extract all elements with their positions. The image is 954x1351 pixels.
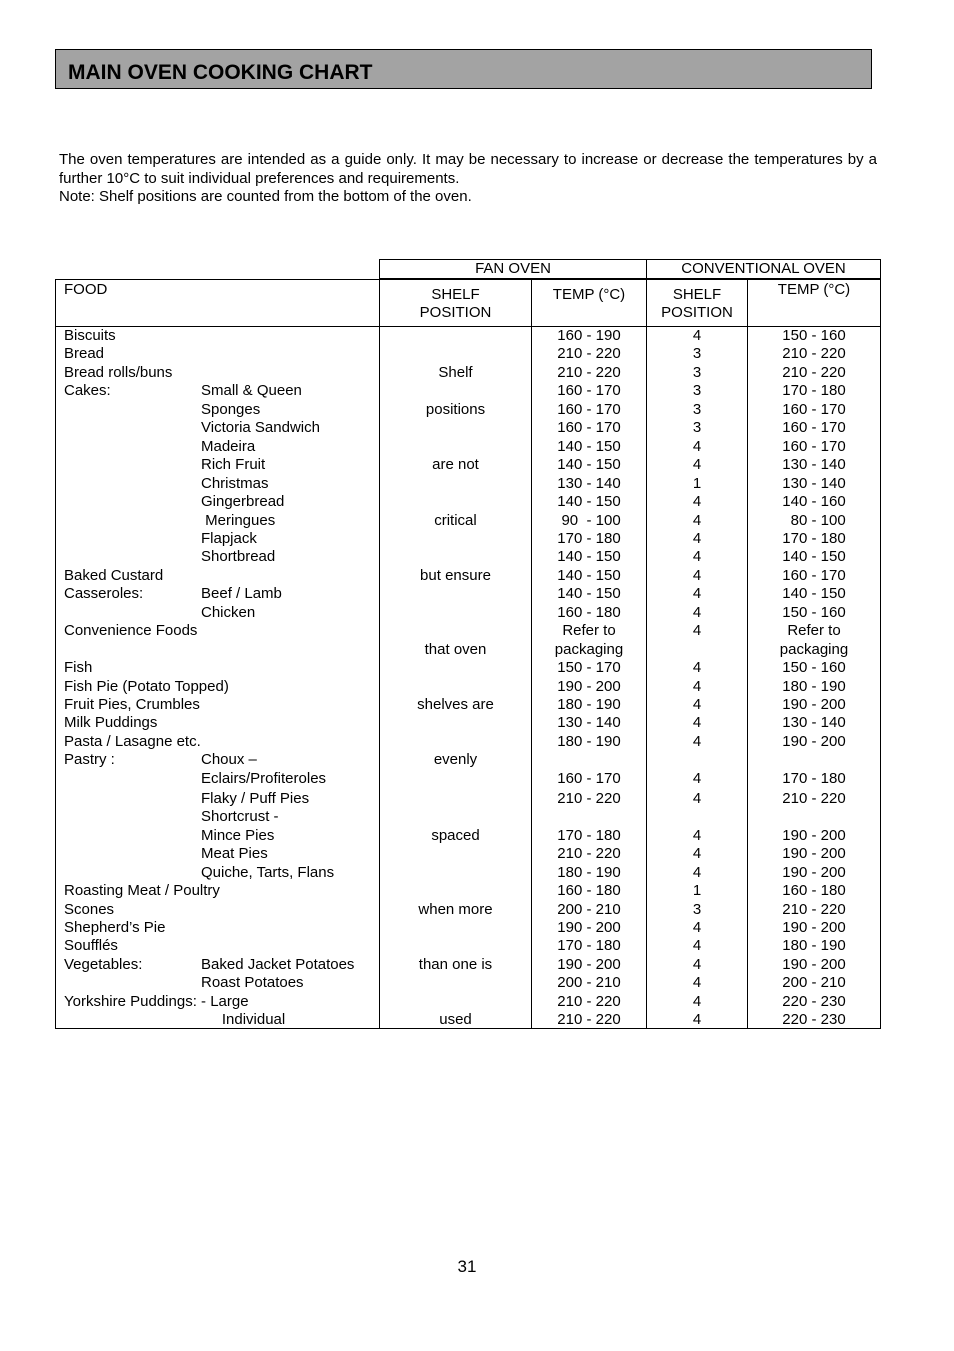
cell-ct: 190 - 200 xyxy=(782,918,846,936)
cell-food: Cakes: xyxy=(64,382,111,400)
cell-cs: 3 xyxy=(692,400,702,418)
page-title: MAIN OVEN COOKING CHART xyxy=(68,61,373,84)
cell-cs: 4 xyxy=(692,937,702,955)
cell-ct: 160 - 170 xyxy=(782,400,846,418)
cell-food: Baked Custard xyxy=(64,566,164,584)
cell-ft: Refer to xyxy=(562,622,616,640)
cell-sub: Shortbread xyxy=(201,548,276,566)
cell-cs: 3 xyxy=(692,345,702,363)
cell-cs: 3 xyxy=(692,363,702,381)
cell-ct: 140 - 150 xyxy=(782,585,846,603)
cell-ft: 160 - 170 xyxy=(557,400,621,418)
cell-ft: 170 - 180 xyxy=(557,529,621,547)
cell-ct: 150 - 160 xyxy=(782,327,846,344)
cell-ct: 190 - 200 xyxy=(782,732,846,750)
cell-ft: 160 - 190 xyxy=(557,327,621,344)
cell-sub: Mince Pies xyxy=(201,826,275,844)
cell-fs: critical xyxy=(434,511,477,529)
cell-ct: 160 - 170 xyxy=(782,437,846,455)
cell-sub: Victoria Sandwich xyxy=(201,419,320,437)
cell-cs: 4 xyxy=(692,863,702,881)
cell-cs: 4 xyxy=(692,585,702,603)
cell-sub: Madeira xyxy=(201,437,256,455)
cell-ft: packaging xyxy=(554,640,624,658)
cell-ct: 190 - 200 xyxy=(782,845,846,863)
cooking-chart-table xyxy=(55,279,881,1029)
cell-cs: 4 xyxy=(692,769,702,787)
cell-food: Shepherd’s Pie xyxy=(64,918,166,936)
cell-ft: 90 - 100 xyxy=(557,511,621,529)
cell-cs: 1 xyxy=(692,882,702,900)
cell-ct: 200 - 210 xyxy=(782,974,846,992)
cell-ct: Refer to xyxy=(787,622,841,640)
cell-ft: 140 - 150 xyxy=(557,456,621,474)
cell-ft: 160 - 170 xyxy=(557,382,621,400)
cell-ft: 210 - 220 xyxy=(557,363,621,381)
cell-ct: 210 - 220 xyxy=(782,900,846,918)
cell-ft: 140 - 150 xyxy=(557,548,621,566)
cell-sub: Sponges xyxy=(201,400,261,418)
cell-cs: 4 xyxy=(692,566,702,584)
fan-oven-group-header: FAN OVEN xyxy=(379,259,647,279)
cell-ct: 160 - 180 xyxy=(782,882,846,900)
cell-sub: Meringues xyxy=(201,511,276,529)
cell-cs: 4 xyxy=(692,696,702,713)
page-title-bar xyxy=(55,49,872,89)
cell-ct: 210 - 220 xyxy=(782,345,846,363)
cell-cs: 3 xyxy=(692,900,702,918)
cell-ft: 200 - 210 xyxy=(557,900,621,918)
cell-food: Soufflés xyxy=(64,937,118,955)
cell-cs: 4 xyxy=(692,437,702,455)
cell-food: Yorkshire Puddings: - Large xyxy=(64,992,249,1010)
cell-cs: 4 xyxy=(692,548,702,566)
cell-ct: 130 - 140 xyxy=(782,456,846,474)
cell-food: Milk Puddings xyxy=(64,714,158,732)
cell-ft: 160 - 180 xyxy=(557,882,621,900)
cell-cs: 4 xyxy=(692,992,702,1010)
cell-ct: 140 - 150 xyxy=(782,548,846,566)
cell-ft: 140 - 150 xyxy=(557,493,621,511)
cell-food: Convenience Foods xyxy=(64,622,198,640)
cell-food: Fish xyxy=(64,659,93,677)
cell-food: Pastry : xyxy=(64,751,115,769)
cell-ct: 190 - 200 xyxy=(782,863,846,881)
cell-ft: 180 - 190 xyxy=(557,696,621,713)
cell-sub: Flapjack xyxy=(201,529,257,547)
cell-ct: 190 - 200 xyxy=(782,826,846,844)
cell-cs: 4 xyxy=(692,603,702,621)
cell-ft: 170 - 180 xyxy=(557,826,621,844)
cell-ft: 210 - 220 xyxy=(557,845,621,863)
cell-food: Pasta / Lasagne etc. xyxy=(64,732,201,750)
cell-sub: Beef / Lamb xyxy=(201,585,282,603)
cell-cs: 4 xyxy=(692,1011,702,1029)
header-food: FOOD xyxy=(64,281,108,298)
cell-cs: 1 xyxy=(692,474,702,492)
cell-fs: Shelf xyxy=(438,363,473,381)
cell-ft: 160 - 170 xyxy=(557,769,621,787)
header-conventional-temp: TEMP (°C) xyxy=(777,281,851,298)
cell-food: Bread xyxy=(64,345,105,363)
conventional-oven-group-header: CONVENTIONAL OVEN xyxy=(646,259,881,279)
cell-ct: 150 - 160 xyxy=(782,659,846,677)
cell-ft: 160 - 170 xyxy=(557,419,621,437)
cell-ct: 210 - 220 xyxy=(782,363,846,381)
cell-ft: 190 - 200 xyxy=(557,918,621,936)
intro-note: Note: Shelf positions are counted from the bottom of the oven. xyxy=(59,188,472,205)
cell-fs: spaced xyxy=(431,826,480,844)
cell-cs: 4 xyxy=(692,529,702,547)
cell-ct: 220 - 230 xyxy=(782,992,846,1010)
cell-ct: 130 - 140 xyxy=(782,474,846,492)
cell-food: Roasting Meat / Poultry xyxy=(64,882,220,900)
cell-sub: Chicken xyxy=(201,603,256,621)
cell-fs: than one is xyxy=(418,955,493,973)
cell-ct: 180 - 190 xyxy=(782,677,846,695)
cell-cs: 4 xyxy=(692,826,702,844)
intro-paragraph: The oven temperatures are intended as a guide only. It may be necessary to increase or decrease the temperatures by a further 10°C to suit individual preferences and requirements. xyxy=(59,151,877,187)
cell-ft: 150 - 170 xyxy=(557,659,621,677)
cell-ct: 150 - 160 xyxy=(782,603,846,621)
cell-sub: Roast Potatoes xyxy=(201,974,304,992)
cell-ct: 160 - 170 xyxy=(782,566,846,584)
page-number: 31 xyxy=(457,1257,477,1276)
cell-ft: 210 - 220 xyxy=(557,789,621,807)
cell-cs: 4 xyxy=(692,974,702,992)
cell-ct: 170 - 180 xyxy=(782,382,846,400)
cell-sub: Shortcrust - xyxy=(201,808,279,826)
cell-cs: 4 xyxy=(692,327,702,344)
cell-sub: Small & Queen xyxy=(201,382,302,400)
cell-ft: 130 - 140 xyxy=(557,474,621,492)
cell-sub: Meat Pies xyxy=(201,845,268,863)
cell-ft: 160 - 180 xyxy=(557,603,621,621)
cell-ft: 210 - 220 xyxy=(557,992,621,1010)
cell-cs: 4 xyxy=(692,845,702,863)
cell-fs: used xyxy=(439,1011,472,1029)
cell-food: Vegetables: xyxy=(64,955,143,973)
cell-sub: Gingerbread xyxy=(201,493,285,511)
cell-ft: 170 - 180 xyxy=(557,937,621,955)
cell-ft: 190 - 200 xyxy=(557,677,621,695)
intro-text xyxy=(59,151,877,207)
cell-food: Bread rolls/buns xyxy=(64,363,173,381)
cell-cs: 4 xyxy=(692,456,702,474)
cell-ct: 140 - 160 xyxy=(782,493,846,511)
cell-ct: packaging xyxy=(779,640,849,658)
cell-cs: 4 xyxy=(692,714,702,732)
cell-sub: Individual xyxy=(201,1011,286,1029)
cell-ct: 170 - 180 xyxy=(782,529,846,547)
cell-ct: 190 - 200 xyxy=(782,955,846,973)
cell-ft: 210 - 220 xyxy=(557,1011,621,1029)
cell-ct: 210 - 220 xyxy=(782,789,846,807)
cell-cs: 4 xyxy=(692,918,702,936)
cell-sub: Rich Fruit xyxy=(201,456,266,474)
cell-cs: 4 xyxy=(692,511,702,529)
cell-food: Fruit Pies, Crumbles xyxy=(64,696,200,713)
header-fan-temp: TEMP (°C) xyxy=(552,286,626,303)
cell-cs: 4 xyxy=(692,659,702,677)
cell-cs: 4 xyxy=(692,493,702,511)
cell-food: Casseroles: xyxy=(64,585,144,603)
cell-ft: 140 - 150 xyxy=(557,566,621,584)
cell-food: Scones xyxy=(64,900,115,918)
cell-sub: Eclairs/Profiteroles xyxy=(201,769,327,787)
cell-cs: 3 xyxy=(692,419,702,437)
cell-sub: Christmas xyxy=(201,474,269,492)
cell-sub: Quiche, Tarts, Flans xyxy=(201,863,335,881)
cell-food: Biscuits xyxy=(64,327,116,344)
cell-ft: 180 - 190 xyxy=(557,732,621,750)
cell-fs: that oven xyxy=(424,640,487,658)
cell-cs: 4 xyxy=(692,732,702,750)
cell-food: Fish Pie (Potato Topped) xyxy=(64,677,229,695)
cell-fs: shelves are xyxy=(417,696,494,713)
cell-ct: 170 - 180 xyxy=(782,769,846,787)
cell-ft: 210 - 220 xyxy=(557,345,621,363)
cell-cs: 4 xyxy=(692,677,702,695)
cell-sub: Choux – xyxy=(201,751,257,769)
cell-ft: 200 - 210 xyxy=(557,974,621,992)
cell-sub: Baked Jacket Potatoes xyxy=(201,955,355,973)
cell-ft: 130 - 140 xyxy=(557,714,621,732)
cell-fs: evenly xyxy=(433,751,478,769)
cell-fs: but ensure xyxy=(420,566,491,584)
cell-ct: 190 - 200 xyxy=(782,696,846,713)
cell-cs: 4 xyxy=(692,622,702,640)
cell-fs: positions xyxy=(425,400,486,418)
cell-ct: 180 - 190 xyxy=(782,937,846,955)
cell-ct: 130 - 140 xyxy=(782,714,846,732)
cell-ft: 140 - 150 xyxy=(557,585,621,603)
cell-fs: are not xyxy=(432,456,479,474)
cell-ft: 140 - 150 xyxy=(557,437,621,455)
cell-ft: 180 - 190 xyxy=(557,863,621,881)
cell-ct: 220 - 230 xyxy=(782,1011,846,1029)
header-conventional-shelf-position: SHELF POSITION xyxy=(661,286,733,321)
cell-fs: when more xyxy=(418,900,493,918)
cell-cs: 4 xyxy=(692,955,702,973)
cell-cs: 4 xyxy=(692,789,702,807)
cell-ct: 160 - 170 xyxy=(782,419,846,437)
cell-cs: 3 xyxy=(692,382,702,400)
cell-ft: 190 - 200 xyxy=(557,955,621,973)
cell-sub: Flaky / Puff Pies xyxy=(201,789,310,807)
cell-ct: 80 - 100 xyxy=(782,511,846,529)
header-fan-shelf-position: SHELF POSITION xyxy=(419,286,492,321)
